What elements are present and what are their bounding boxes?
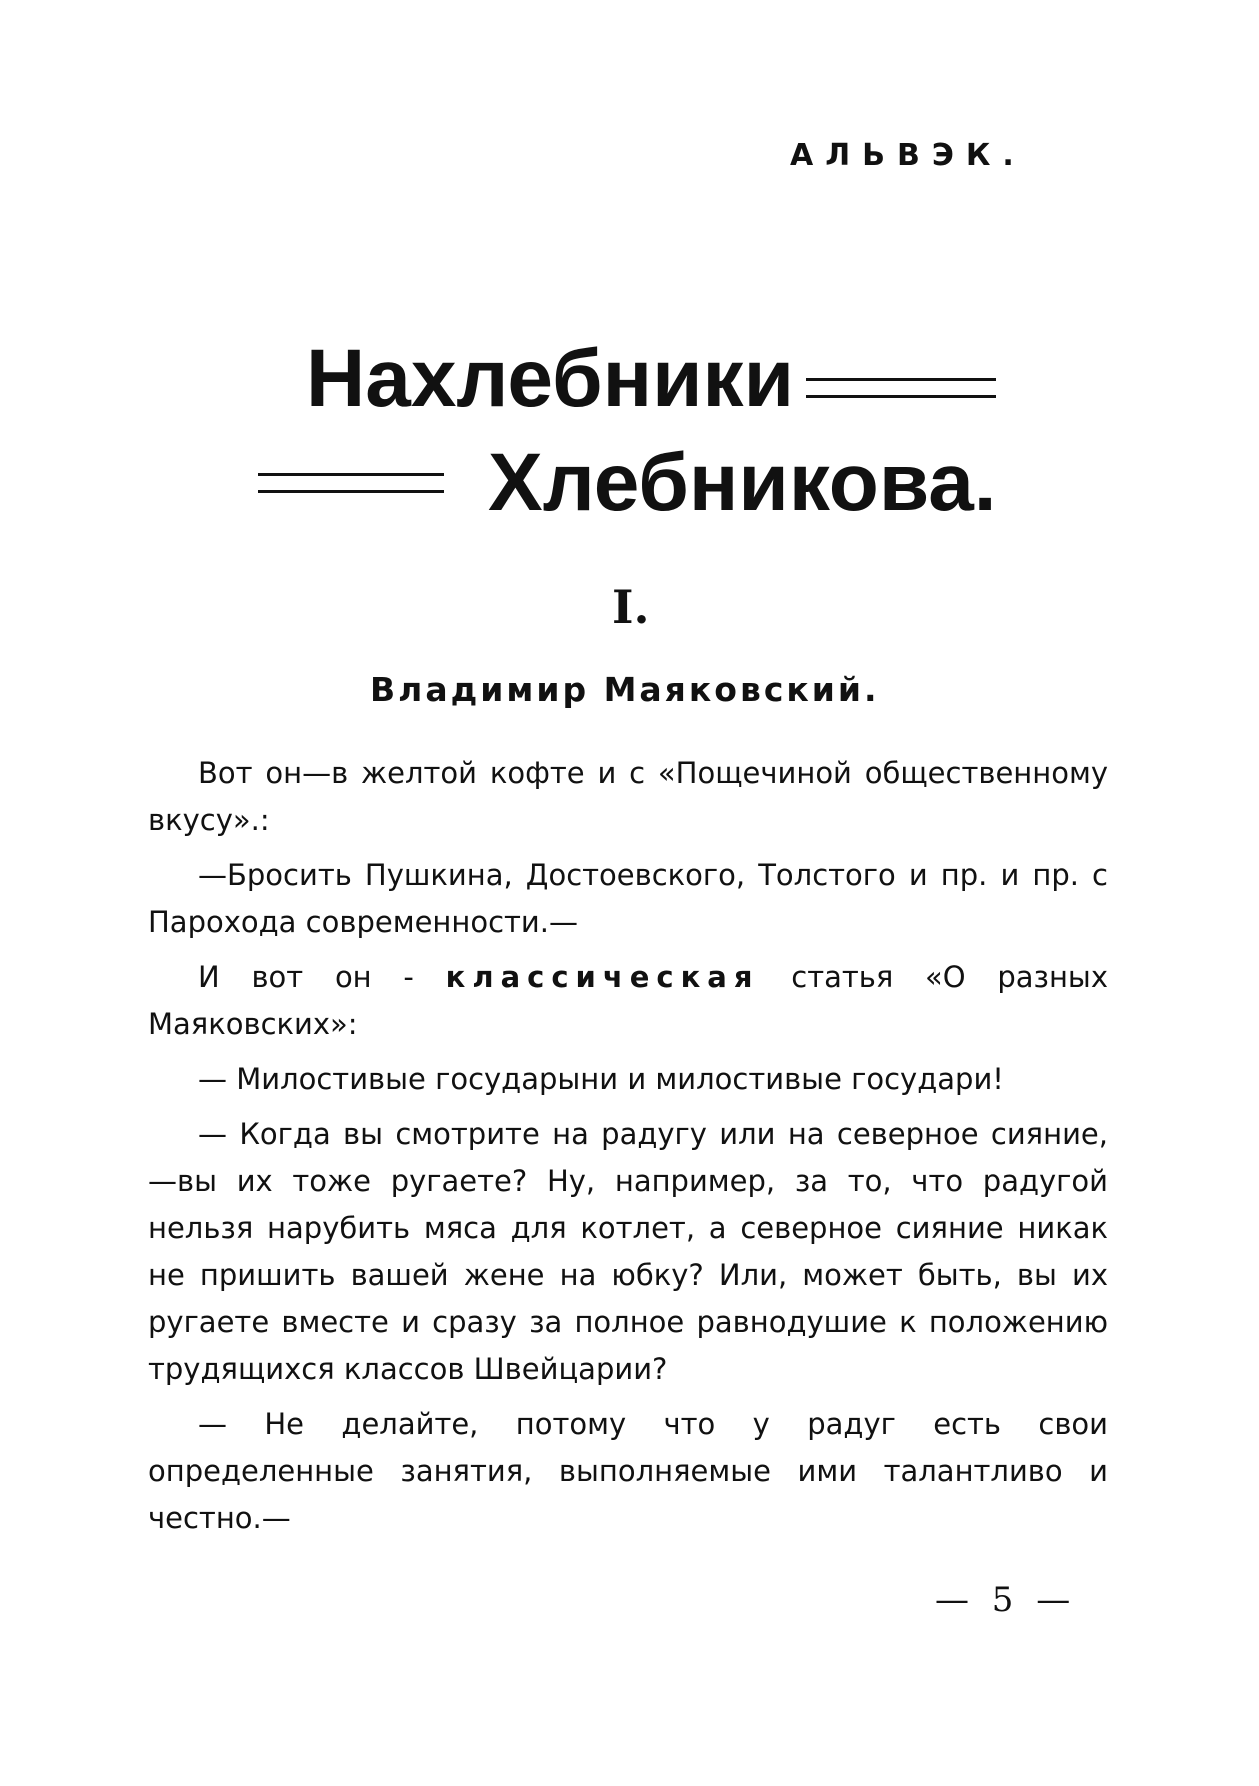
paragraph: —Бросить Пушкина, Достоевского, Толстого и пр. и пр. с Парохода современности.— [148, 858, 1108, 939]
paragraph-text: статья «О разных Маяковских»: [148, 960, 1108, 1041]
paragraph: — Когда вы смотрите на радугу или на северное сияние,—вы их тоже ругаете? Ну, например, за то, что радугой нельзя нарубить мяса для котлет, а северное сияние никак не пришить вашей жене на юбку? Или, может быть, вы их ругаете вместе и сразу за полное равнодушие к положению трудящихся классов Швейцарии? [148, 1117, 1108, 1386]
paragraph [148, 954, 1108, 1048]
paragraph: — Милостивые государыни и милостивые государи! [198, 1062, 1004, 1096]
page-number: — 5 — [935, 1580, 1077, 1620]
paragraph-text: И вот он - [198, 960, 446, 994]
title-line-1: Нахлебники [306, 333, 794, 424]
paragraph: Вот он—в желтой кофте и с «Пощечиной общественному вкусу».: [148, 756, 1108, 837]
body-text [148, 750, 1108, 1550]
section-heading: Владимир Маяковский. [370, 670, 880, 709]
paragraph: — Не делайте, потому что у радуг есть свои определенные занятия, выполняемые ими талантливо и честно.— [148, 1407, 1108, 1535]
emphasized-text: классическая [445, 960, 760, 994]
author-name: АЛЬВЭК. [790, 138, 1026, 173]
title-decorative-rule-right [806, 378, 996, 398]
title-decorative-rule-left [258, 473, 444, 493]
chapter-number: I. [612, 580, 650, 634]
title-line-2: Хлебникова. [488, 437, 997, 528]
